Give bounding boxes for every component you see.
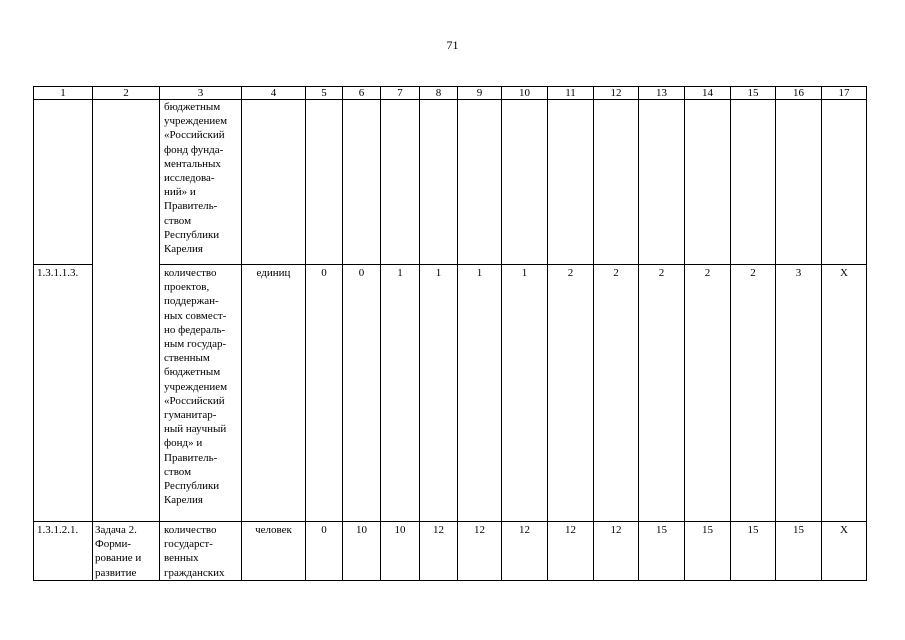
value-cell: [502, 100, 548, 265]
col-header: 1: [34, 87, 93, 100]
value-cell: [822, 100, 867, 265]
cell-text-line: Правитель-: [164, 200, 218, 213]
col-header: 13: [639, 87, 685, 100]
value-cell: 12: [548, 522, 594, 581]
cell-text-line: «Российский: [164, 129, 225, 142]
value-cell: 10: [343, 522, 381, 581]
cell-text-line: ственным: [164, 352, 210, 365]
unit-cell: единиц: [242, 265, 306, 522]
cell-text-line: проектов,: [164, 281, 210, 294]
table-row: [34, 522, 867, 581]
value-cell: 2: [731, 265, 776, 522]
col-header: 7: [381, 87, 420, 100]
code-cell: 1.3.1.2.1.: [34, 522, 93, 581]
value-cell: 1: [502, 265, 548, 522]
cell-text-line: количество: [164, 267, 217, 279]
cell-text-line: ством: [164, 465, 192, 478]
cell-text-line: Форми-: [95, 538, 132, 551]
col-header: 12: [594, 87, 639, 100]
value-cell: [458, 100, 502, 265]
value-cell: 12: [594, 522, 639, 581]
value-cell: 1: [420, 265, 458, 522]
col-header: 17: [822, 87, 867, 100]
value-cell: [420, 100, 458, 265]
col-header: 14: [685, 87, 731, 100]
value-cell: 12: [420, 522, 458, 581]
cell-text-line: ством: [164, 214, 192, 227]
cell-text-line: бюджетным: [164, 366, 221, 379]
cell-text-line: государст-: [164, 538, 213, 551]
col-header: 11: [548, 87, 594, 100]
col-header: 3: [160, 87, 242, 100]
unit-cell: [242, 100, 306, 265]
value-cell: 10: [381, 522, 420, 581]
value-cell: [594, 100, 639, 265]
value-cell: 15: [776, 522, 822, 581]
value-cell: 12: [502, 522, 548, 581]
col-header: 2: [93, 87, 160, 100]
page-number: 71: [446, 38, 459, 52]
cell-text-line: поддержан-: [164, 295, 219, 308]
value-cell: 1: [381, 265, 420, 522]
value-cell: 1: [458, 265, 502, 522]
cell-text-line: ным государ-: [164, 338, 227, 351]
task-cell: [93, 522, 160, 581]
value-cell: 15: [639, 522, 685, 581]
value-cell: [639, 100, 685, 265]
cell-text-line: Правитель-: [164, 451, 218, 464]
unit-cell: человек: [242, 522, 306, 581]
value-cell: 2: [685, 265, 731, 522]
col-header: 9: [458, 87, 502, 100]
value-cell: [548, 100, 594, 265]
col-header: 8: [420, 87, 458, 100]
value-cell: 0: [343, 265, 381, 522]
cell-text-line: ный научный: [164, 423, 227, 436]
indicator-cell: [160, 265, 242, 522]
cell-text-line: Карелия: [164, 243, 203, 256]
value-cell: 3: [776, 265, 822, 522]
cell-text-line: «Российский: [164, 394, 225, 407]
value-cell: Х: [822, 522, 867, 581]
value-cell: [306, 100, 343, 265]
col-header: 4: [242, 87, 306, 100]
col-header: 5: [306, 87, 343, 100]
cell-text-line: фонд» и: [164, 437, 203, 450]
cell-text-line: гражданских: [164, 566, 225, 579]
value-cell: Х: [822, 265, 867, 522]
value-cell: [685, 100, 731, 265]
cell-text-line: ных совмест-: [164, 309, 227, 322]
cell-text-line: бюджетным: [164, 101, 221, 113]
col-header: 16: [776, 87, 822, 100]
value-cell: [731, 100, 776, 265]
code-cell: [34, 100, 93, 265]
task-cell: [93, 100, 160, 522]
col-header: 10: [502, 87, 548, 100]
cell-text-line: но федераль-: [164, 323, 226, 336]
code-cell: 1.3.1.1.3.: [34, 265, 93, 522]
value-cell: 15: [685, 522, 731, 581]
col-header: 15: [731, 87, 776, 100]
cell-text-line: исследова-: [164, 172, 215, 185]
value-cell: [776, 100, 822, 265]
cell-text-line: рование и: [95, 552, 142, 565]
cell-text-line: венных: [164, 552, 199, 565]
value-cell: 2: [639, 265, 685, 522]
value-cell: 2: [548, 265, 594, 522]
table-row: [34, 100, 867, 265]
cell-text-line: ментальных: [164, 157, 221, 170]
cell-text-line: ний» и: [164, 186, 196, 199]
cell-text-line: учреждением: [164, 115, 228, 128]
cell-text-line: развитие: [95, 566, 137, 579]
cell-text-line: Задача 2.: [95, 524, 137, 536]
cell-text-line: Республики: [164, 480, 220, 493]
value-cell: [381, 100, 420, 265]
cell-text-line: количество: [164, 524, 217, 536]
value-cell: 15: [731, 522, 776, 581]
cell-text-line: Республики: [164, 228, 220, 241]
value-cell: 12: [458, 522, 502, 581]
indicator-cell: [160, 100, 242, 265]
cell-text-line: гуманитар-: [164, 409, 217, 422]
column-number-row: [34, 87, 867, 100]
indicators-table: [33, 86, 867, 581]
cell-text-line: Карелия: [164, 494, 203, 507]
value-cell: 0: [306, 522, 343, 581]
col-header: 6: [343, 87, 381, 100]
indicator-cell: [160, 522, 242, 581]
cell-text-line: фонд фунда-: [164, 143, 224, 156]
value-cell: [343, 100, 381, 265]
value-cell: 0: [306, 265, 343, 522]
value-cell: 2: [594, 265, 639, 522]
cell-text-line: учреждением: [164, 380, 228, 393]
